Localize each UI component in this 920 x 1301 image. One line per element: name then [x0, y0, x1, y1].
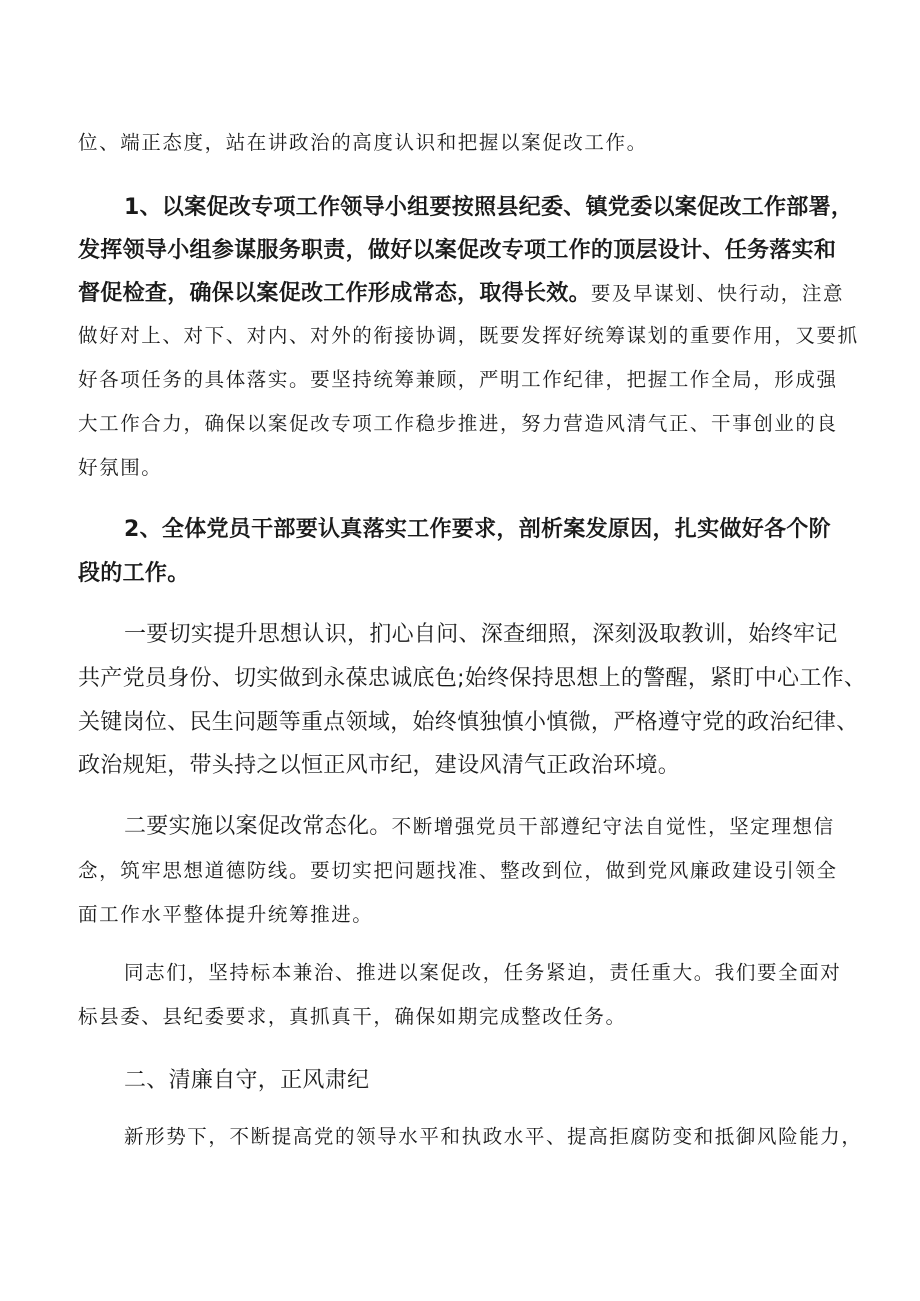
section-heading-2: 2、全体党员干部要认真落实工作要求，剖析案发原因，扎实做好各个阶 [124, 517, 831, 542]
paragraph-line: 好氛围。 [78, 456, 163, 479]
paragraph-line: 政治规矩，带头持之以恒正风市纪，建设风清气正政治环境。 [78, 753, 681, 778]
paragraph-line: 好各项任务的具体落实。要坚持统筹兼顾，严明工作纪律，把握工作全局，形成强 [78, 368, 838, 391]
body-text: 不断增强党员干部遵纪守法自觉性，坚定理想信 [391, 815, 835, 838]
paragraph-line: 位、端正态度，站在讲政治的高度认识和把握以案促改工作。 [78, 131, 648, 154]
paragraph-line: 新形势下，不断提高党的领导水平和执政水平、提高拒腐防变和抵御风险能力， [124, 1125, 863, 1148]
section-heading-2-cont: 段的工作。 [78, 561, 190, 586]
paragraph-line: 共产党员身份、切实做到永葆忠诚底色;始终保持思想上的警醒，紧盯中心工作、 [78, 666, 867, 691]
section-heading-1-cont: 发挥领导小组参谋服务职责，做好以案促改专项工作的顶层设计、任务落实和 [78, 238, 837, 263]
heading-tail: 督促检查，确保以案促改工作形成常态，取得长效。 [78, 281, 591, 306]
chapter-heading: 二、清廉自守，正风肃纪 [124, 1068, 370, 1093]
mixed-line [124, 809, 884, 840]
paragraph-line: 大工作合力，确保以案促改专项工作稳步推进，努力营造风清气正、干事创业的良 [78, 412, 838, 435]
paragraph-line: 关键岗位、民生问题等重点领域，始终慎独慎小慎微，严格遵守党的政治纪律、 [78, 710, 859, 735]
paragraph-line: 标县委、县纪委要求，真抓真干，确保如期完成整改任务。 [78, 1005, 627, 1028]
body-text: 要及早谋划、快行动，注意 [590, 282, 845, 305]
paragraph-line: 念，筑牢思想道德防线。要切实把问题找准、整改到位，做到党风廉政建设引领全 [78, 859, 838, 882]
paragraph-line: 面工作水平整体提升统筹推进。 [78, 903, 374, 926]
section-heading-1: 1、以案促改专项工作领导小组要按照县纪委、镇党委以案促改工作部署， [124, 195, 854, 220]
paragraph-line: 同志们，坚持标本兼治、推进以案促改，任务紧迫，责任重大。我们要全面对 [124, 961, 842, 984]
subheading: 二要实施以案促改常态化。 [124, 814, 392, 839]
paragraph-line: 做好对上、对下、对内、对外的衔接协调，既要发挥好统筹谋划的重要作用，又要抓 [78, 324, 859, 347]
paragraph-line: 一要切实提升思想认识，扪心自问、深查细照，深刻汲取教训，始终牢记 [124, 622, 838, 647]
mixed-line [78, 276, 878, 307]
